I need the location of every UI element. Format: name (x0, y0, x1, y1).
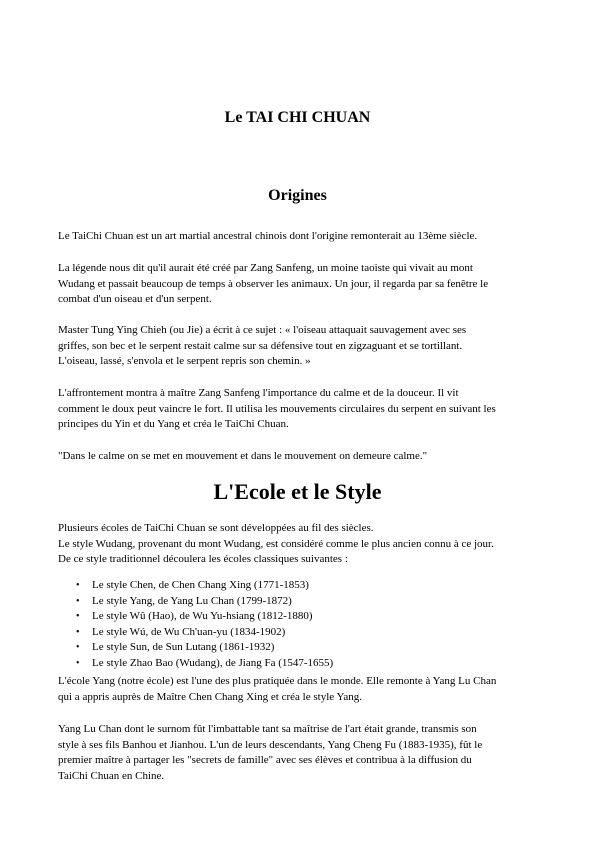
text-line: TaiChi Chuan en Chine. (58, 769, 165, 782)
text-line: comment le doux peut vaincre le fort. Il utilisa les mouvements circulaires du serpent en suivant les (58, 402, 496, 415)
list-item-text: Le style Chen, de Chen Chang Xing (1771-1853) (92, 579, 309, 591)
paragraph-calm-quote (58, 449, 538, 465)
list-item (72, 594, 532, 610)
text-line: De ce style traditionnel découlera les écoles classiques suivantes : (58, 553, 348, 565)
text-line: L'oiseau, lassé, s'envola et le serpent repris son chemin. » (58, 355, 311, 367)
text-line: Yang Lu Chan dont le surnom fût l'imbattable tant sa maîtrise de l'art était grande, transmis son (58, 723, 477, 735)
list-item-text: Le style Yang, de Yang Lu Chan (1799-1872) (92, 594, 292, 607)
paragraph-legend (58, 261, 538, 308)
text-line: Master Tung Ying Chieh (ou Jie) a écrit à ce sujet : « l'oiseau attaquait sauvagement avec ses (58, 324, 467, 336)
list-item (72, 640, 532, 656)
bullet-icon: • (76, 580, 80, 591)
bullet-icon: • (76, 595, 80, 607)
list-item (72, 625, 532, 641)
section-heading-origines: Origines (268, 187, 327, 204)
list-item (72, 578, 532, 594)
text-line: Le style Wudang, provenant du mont Wudang, est considéré comme le plus ancien connu à ce jour. (58, 537, 494, 550)
bullet-icon: • (76, 657, 80, 669)
paragraph-yang-lu-chan (58, 722, 538, 784)
text-line: combat d'un oiseau et d'un serpent. (58, 293, 212, 305)
list-item-text: Le style Wû (Hao), de Wu Yu-hsiang (1812-1880) (92, 610, 313, 622)
list-item-text: Le style Wú, de Wu Ch'uan-yu (1834-1902) (92, 625, 286, 638)
text-line: griffes, son bec et le serpent restait calme sur sa défensive tout en zigzaguant et se tortillant. (58, 339, 463, 352)
styles-list (72, 578, 532, 671)
document-title: Le TAI CHI CHUAN (224, 109, 371, 126)
section-heading-ecole-style: L'Ecole et le Style (213, 479, 382, 504)
paragraph-yang-school (58, 674, 538, 705)
text-line: Wudang et passait beaucoup de temps à observer les animaux. Un jour, il regarda par sa fenêtre le (58, 277, 489, 290)
text-line: Le TaiChi Chuan est un art martial ancestral chinois dont l'origine remonterait au 13ème siècle. (58, 230, 478, 242)
list-item-text: Le style Sun, de Sun Lutang (1861-1932) (92, 641, 275, 653)
paragraph-origin-date (58, 229, 538, 245)
bullet-icon: • (76, 626, 80, 638)
text-line: principes du Yin et du Yang et créa le TaiChi Chuan. (58, 418, 289, 430)
bullet-icon: • (76, 611, 80, 622)
text-line: L'école Yang (notre école) est l'une des plus pratiquée dans le monde. Elle remonte à Yang Lu Chan (58, 675, 497, 687)
text-line: "Dans le calme on se met en mouvement et dans le mouvement on demeure calme." (58, 450, 428, 462)
list-item (72, 609, 532, 625)
paragraph-master-quote (58, 323, 538, 370)
text-line: qui a appris auprès de Maître Chen Chang Xing et créa le style Yang. (58, 690, 362, 703)
text-line: premier maître à partager les "secrets de famille" avec ses élèves et contribua à la diffusion du (58, 754, 472, 766)
text-line: Plusieurs écoles de TaiChi Chuan se sont développées au fil des siècles. (58, 522, 374, 534)
bullet-icon: • (76, 642, 80, 653)
list-item-text: Le style Zhao Bao (Wudang), de Jiang Fa (1547-1655) (92, 656, 334, 669)
text-line: style à ses fils Banhou et Jianhou. L'un de leurs descendants, Yang Cheng Fu (1883-1935), fût le (58, 738, 483, 751)
text-line: L'affrontement montra à maître Zang Sanfeng l'importance du calme et de la douceur. Il vit (58, 387, 459, 399)
paragraph-schools-intro (58, 521, 538, 568)
list-item (72, 656, 532, 672)
paragraph-confrontation (58, 386, 538, 433)
text-line: La légende nous dit qu'il aurait été créé par Zang Sanfeng, un moine taoiste qui vivait au mont (58, 262, 473, 274)
